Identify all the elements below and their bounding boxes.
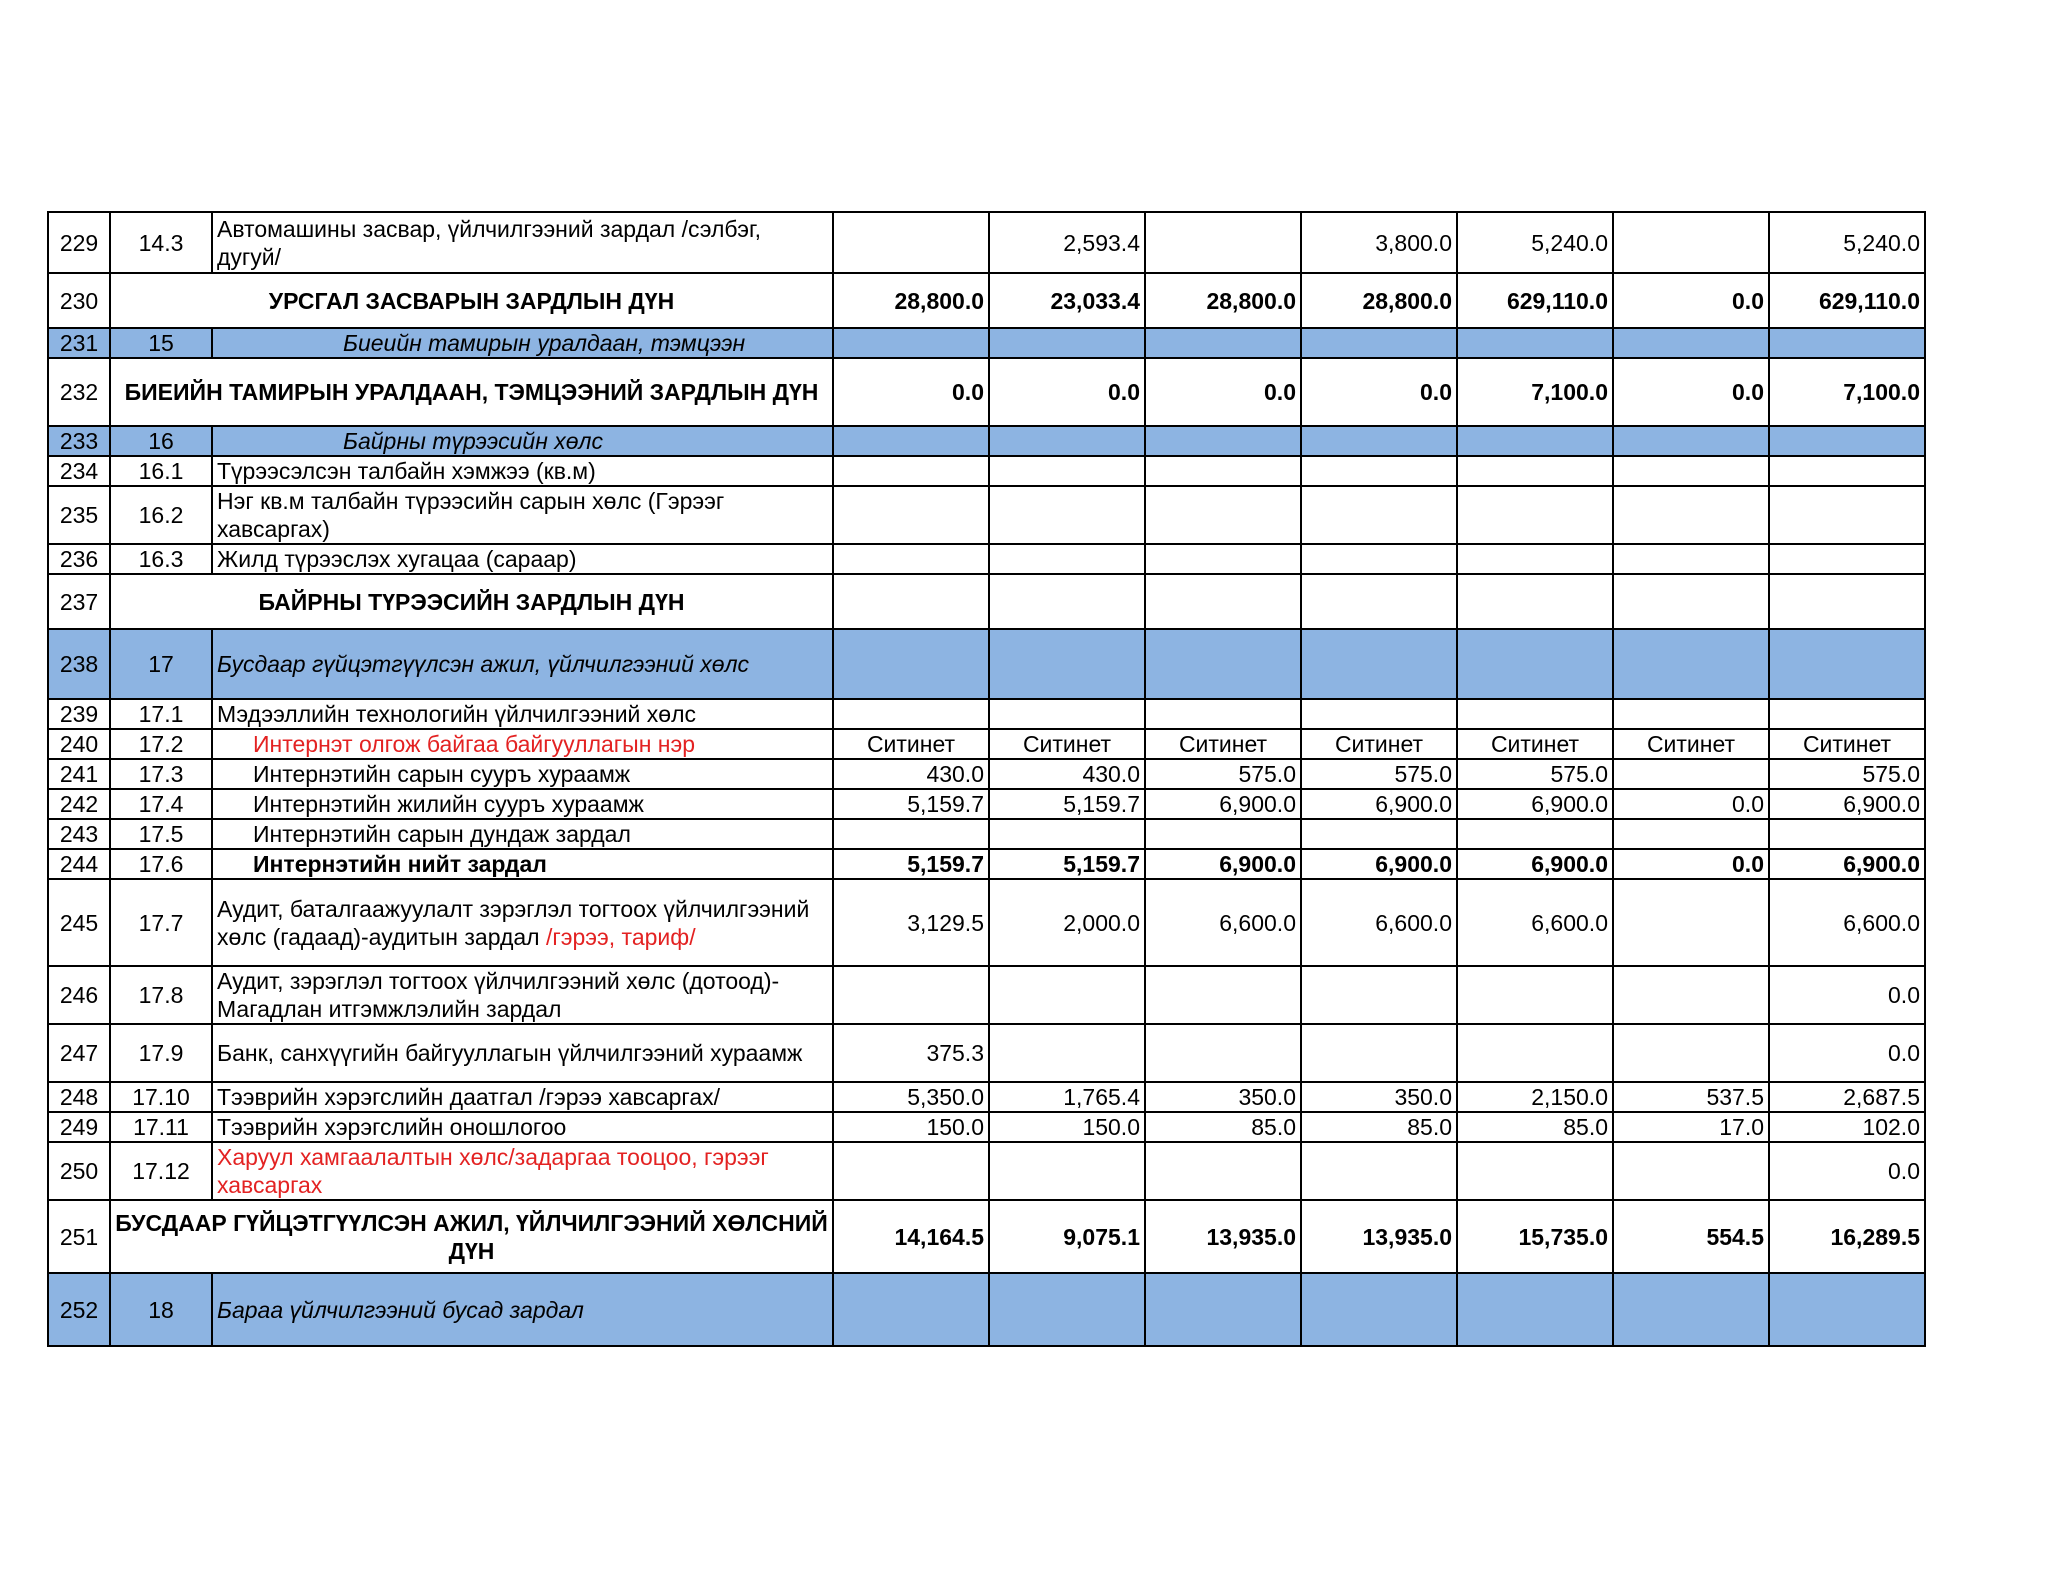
value-cell: 5,240.0 xyxy=(1769,212,1925,273)
value-cell: 3,800.0 xyxy=(1301,212,1457,273)
row-number: 233 xyxy=(48,426,110,456)
value-cell xyxy=(989,629,1145,699)
value-cell xyxy=(1613,966,1769,1024)
value-cell: 350.0 xyxy=(1301,1082,1457,1112)
value-cell: 575.0 xyxy=(1145,759,1301,789)
row-description: Интернэтийн сарын сууръ хураамж xyxy=(212,759,833,789)
table-row xyxy=(48,966,1925,1024)
table-row xyxy=(48,699,1925,729)
table-row xyxy=(48,544,1925,574)
table-row xyxy=(48,629,1925,699)
value-cell xyxy=(833,212,989,273)
row-number: 243 xyxy=(48,819,110,849)
value-cell: 17.0 xyxy=(1613,1112,1769,1142)
row-code: 17.3 xyxy=(110,759,212,789)
value-cell xyxy=(989,1273,1145,1346)
value-cell xyxy=(989,819,1145,849)
value-cell xyxy=(1457,1024,1613,1082)
row-number: 248 xyxy=(48,1082,110,1112)
row-number: 244 xyxy=(48,849,110,879)
value-cell xyxy=(1457,1142,1613,1200)
value-cell xyxy=(833,328,989,358)
value-cell: 6,900.0 xyxy=(1145,849,1301,879)
value-cell xyxy=(1769,544,1925,574)
value-cell xyxy=(833,426,989,456)
value-cell xyxy=(1301,574,1457,629)
value-cell xyxy=(1769,426,1925,456)
value-cell: 9,075.1 xyxy=(989,1200,1145,1273)
row-description: Биеийн тамирын уралдаан, тэмцээн xyxy=(212,328,833,358)
row-number: 242 xyxy=(48,789,110,819)
row-number: 239 xyxy=(48,699,110,729)
value-cell xyxy=(1457,574,1613,629)
value-cell: 85.0 xyxy=(1145,1112,1301,1142)
value-cell xyxy=(1301,699,1457,729)
row-number: 246 xyxy=(48,966,110,1024)
row-description: Интернэтийн сарын дундаж зардал xyxy=(212,819,833,849)
value-cell xyxy=(1613,486,1769,544)
value-cell xyxy=(1457,819,1613,849)
row-code: 16.2 xyxy=(110,486,212,544)
row-code: 17.11 xyxy=(110,1112,212,1142)
value-cell xyxy=(833,1142,989,1200)
row-number: 252 xyxy=(48,1273,110,1346)
row-number: 240 xyxy=(48,729,110,759)
value-cell xyxy=(1145,1024,1301,1082)
value-cell xyxy=(1145,328,1301,358)
value-cell xyxy=(1457,699,1613,729)
row-code: 17.2 xyxy=(110,729,212,759)
row-description: Автомашины засвар, үйлчилгээний зардал /сэлбэг, дугуй/ xyxy=(212,212,833,273)
value-cell xyxy=(1457,328,1613,358)
value-cell xyxy=(1145,699,1301,729)
value-cell: 430.0 xyxy=(833,759,989,789)
row-number: 250 xyxy=(48,1142,110,1200)
value-cell: 6,900.0 xyxy=(1301,789,1457,819)
value-cell xyxy=(1613,212,1769,273)
value-cell: 2,000.0 xyxy=(989,879,1145,966)
value-cell: 0.0 xyxy=(833,358,989,426)
value-cell xyxy=(1613,1273,1769,1346)
row-code: 17.1 xyxy=(110,699,212,729)
value-cell xyxy=(1613,819,1769,849)
row-number: 232 xyxy=(48,358,110,426)
value-cell: Ситинет xyxy=(1145,729,1301,759)
row-number: 245 xyxy=(48,879,110,966)
value-cell: 5,159.7 xyxy=(989,789,1145,819)
row-number: 249 xyxy=(48,1112,110,1142)
row-number: 247 xyxy=(48,1024,110,1082)
value-cell: 537.5 xyxy=(1613,1082,1769,1112)
row-description: Интернэтийн жилийн сууръ хураамж xyxy=(212,789,833,819)
value-cell: 1,765.4 xyxy=(989,1082,1145,1112)
value-cell: 0.0 xyxy=(1613,358,1769,426)
value-cell: 5,159.7 xyxy=(833,849,989,879)
value-cell: 6,600.0 xyxy=(1457,879,1613,966)
value-cell xyxy=(989,966,1145,1024)
row-description: БАЙРНЫ ТҮРЭЭСИЙН ЗАРДЛЫН ДҮН xyxy=(110,574,833,629)
value-cell xyxy=(833,699,989,729)
row-code: 18 xyxy=(110,1273,212,1346)
table-row xyxy=(48,819,1925,849)
value-cell xyxy=(1769,328,1925,358)
row-description: Түрээсэлсэн талбайн хэмжээ (кв.м) xyxy=(212,456,833,486)
row-code: 17.10 xyxy=(110,1082,212,1112)
value-cell: Ситинет xyxy=(1301,729,1457,759)
row-number: 251 xyxy=(48,1200,110,1273)
value-cell xyxy=(1457,629,1613,699)
value-cell: 28,800.0 xyxy=(1301,273,1457,328)
table-row xyxy=(48,1112,1925,1142)
value-cell xyxy=(989,328,1145,358)
row-code: 17.9 xyxy=(110,1024,212,1082)
row-description: Банк, санхүүгийн байгууллагын үйлчилгээний хураамж xyxy=(212,1024,833,1082)
table-row xyxy=(48,426,1925,456)
value-cell xyxy=(989,1024,1145,1082)
value-cell: 6,900.0 xyxy=(1145,789,1301,819)
table-row xyxy=(48,789,1925,819)
value-cell: 6,600.0 xyxy=(1301,879,1457,966)
value-cell xyxy=(1769,1273,1925,1346)
row-description: Мэдээллийн технологийн үйлчилгээний хөлс xyxy=(212,699,833,729)
value-cell xyxy=(1613,456,1769,486)
value-cell: Ситинет xyxy=(1457,729,1613,759)
row-code: 17.5 xyxy=(110,819,212,849)
value-cell: 6,900.0 xyxy=(1769,789,1925,819)
row-code: 16.1 xyxy=(110,456,212,486)
value-cell xyxy=(833,966,989,1024)
value-cell: 0.0 xyxy=(989,358,1145,426)
row-description-text: Аудит, баталгаажуулалт зэрэглэл тогтоох үйлчилгээний хөлс (гадаад)-аудитын зардал xyxy=(217,895,810,950)
row-number: 235 xyxy=(48,486,110,544)
row-code: 17.8 xyxy=(110,966,212,1024)
value-cell: 5,159.7 xyxy=(833,789,989,819)
value-cell: 0.0 xyxy=(1145,358,1301,426)
row-number: 236 xyxy=(48,544,110,574)
value-cell xyxy=(1145,819,1301,849)
row-description: Нэг кв.м талбайн түрээсийн сарын хөлс (Гэрээг хавсаргах) xyxy=(212,486,833,544)
value-cell: 430.0 xyxy=(989,759,1145,789)
row-number: 229 xyxy=(48,212,110,273)
row-description: БУСДААР ГҮЙЦЭТГҮҮЛСЭН АЖИЛ, ҮЙЛЧИЛГЭЭНИЙ ХӨЛСНИЙ ДҮН xyxy=(110,1200,833,1273)
value-cell: 7,100.0 xyxy=(1769,358,1925,426)
value-cell: 150.0 xyxy=(833,1112,989,1142)
value-cell xyxy=(1769,629,1925,699)
value-cell xyxy=(833,544,989,574)
value-cell xyxy=(1145,966,1301,1024)
value-cell: 575.0 xyxy=(1457,759,1613,789)
row-description: БИЕИЙН ТАМИРЫН УРАЛДААН, ТЭМЦЭЭНИЙ ЗАРДЛЫН ДҮН xyxy=(110,358,833,426)
table-row xyxy=(48,574,1925,629)
value-cell: 0.0 xyxy=(1613,849,1769,879)
row-code: 17.6 xyxy=(110,849,212,879)
value-cell xyxy=(1145,544,1301,574)
value-cell: 102.0 xyxy=(1769,1112,1925,1142)
row-number: 237 xyxy=(48,574,110,629)
row-description: УРСГАЛ ЗАСВАРЫН ЗАРДЛЫН ДҮН xyxy=(110,273,833,328)
value-cell: 350.0 xyxy=(1145,1082,1301,1112)
value-cell xyxy=(833,486,989,544)
value-cell: 375.3 xyxy=(833,1024,989,1082)
value-cell xyxy=(989,486,1145,544)
value-cell xyxy=(1145,1273,1301,1346)
value-cell xyxy=(989,456,1145,486)
value-cell xyxy=(1301,1273,1457,1346)
row-description: Интернэтийн нийт зардал xyxy=(212,849,833,879)
value-cell: 0.0 xyxy=(1613,789,1769,819)
value-cell xyxy=(1613,1024,1769,1082)
value-cell xyxy=(1457,544,1613,574)
value-cell xyxy=(1301,629,1457,699)
value-cell xyxy=(1301,1142,1457,1200)
row-number: 241 xyxy=(48,759,110,789)
row-code: 17.12 xyxy=(110,1142,212,1200)
row-description: Тээврийн хэрэгслийн даатгал /гэрээ хавсаргах/ xyxy=(212,1082,833,1112)
value-cell xyxy=(1769,699,1925,729)
value-cell: 0.0 xyxy=(1769,1142,1925,1200)
value-cell: 13,935.0 xyxy=(1301,1200,1457,1273)
value-cell: 575.0 xyxy=(1769,759,1925,789)
value-cell xyxy=(1301,1024,1457,1082)
row-description: Аудит, зэрэглэл тогтоох үйлчилгээний хөлс (дотоод)-Магадлан итгэмжлэлийн зардал xyxy=(212,966,833,1024)
value-cell xyxy=(833,574,989,629)
value-cell xyxy=(1613,544,1769,574)
table-row xyxy=(48,456,1925,486)
value-cell: 85.0 xyxy=(1301,1112,1457,1142)
table-row xyxy=(48,328,1925,358)
value-cell xyxy=(1301,966,1457,1024)
row-number: 238 xyxy=(48,629,110,699)
value-cell xyxy=(1145,629,1301,699)
value-cell: Ситинет xyxy=(1769,729,1925,759)
value-cell xyxy=(833,1273,989,1346)
value-cell xyxy=(1301,544,1457,574)
value-cell xyxy=(989,544,1145,574)
row-description: Бусдаар гүйцэтгүүлсэн ажил, үйлчилгээний хөлс xyxy=(212,629,833,699)
value-cell: 0.0 xyxy=(1301,358,1457,426)
value-cell xyxy=(989,699,1145,729)
value-cell xyxy=(1613,574,1769,629)
row-number: 230 xyxy=(48,273,110,328)
row-description: Тээврийн хэрэгслийн оношлогоо xyxy=(212,1112,833,1142)
row-code: 17.4 xyxy=(110,789,212,819)
value-cell xyxy=(833,456,989,486)
row-code: 15 xyxy=(110,328,212,358)
table-row xyxy=(48,1082,1925,1112)
value-cell: 15,735.0 xyxy=(1457,1200,1613,1273)
row-description: Бараа үйлчилгээний бусад зардал xyxy=(212,1273,833,1346)
value-cell xyxy=(1769,574,1925,629)
value-cell: 6,900.0 xyxy=(1769,849,1925,879)
value-cell xyxy=(1457,966,1613,1024)
value-cell: Ситинет xyxy=(833,729,989,759)
value-cell xyxy=(1145,456,1301,486)
value-cell: 28,800.0 xyxy=(833,273,989,328)
value-cell: 14,164.5 xyxy=(833,1200,989,1273)
row-code: 16.3 xyxy=(110,544,212,574)
value-cell: 0.0 xyxy=(1769,966,1925,1024)
value-cell: 629,110.0 xyxy=(1769,273,1925,328)
value-cell: 629,110.0 xyxy=(1457,273,1613,328)
table-row xyxy=(48,849,1925,879)
value-cell: 6,900.0 xyxy=(1457,789,1613,819)
row-code: 14.3 xyxy=(110,212,212,273)
value-cell: 5,159.7 xyxy=(989,849,1145,879)
value-cell xyxy=(1457,456,1613,486)
value-cell xyxy=(1301,456,1457,486)
table-row xyxy=(48,212,1925,273)
value-cell xyxy=(1613,759,1769,789)
value-cell: 7,100.0 xyxy=(1457,358,1613,426)
value-cell: 150.0 xyxy=(989,1112,1145,1142)
row-description-note: /гэрээ, тариф/ xyxy=(546,923,696,950)
value-cell xyxy=(833,629,989,699)
value-cell xyxy=(1613,1142,1769,1200)
table-row xyxy=(48,759,1925,789)
row-description: Интернэт олгож байгаа байгууллагын нэр xyxy=(212,729,833,759)
value-cell xyxy=(1613,426,1769,456)
value-cell xyxy=(1769,819,1925,849)
value-cell xyxy=(989,426,1145,456)
table-row xyxy=(48,1200,1925,1273)
value-cell xyxy=(1457,486,1613,544)
value-cell: 0.0 xyxy=(1613,273,1769,328)
value-cell xyxy=(1613,629,1769,699)
value-cell xyxy=(1769,486,1925,544)
row-description xyxy=(212,879,833,966)
value-cell xyxy=(989,1142,1145,1200)
table-row xyxy=(48,1142,1925,1200)
value-cell: 3,129.5 xyxy=(833,879,989,966)
value-cell xyxy=(1145,1142,1301,1200)
value-cell: 6,600.0 xyxy=(1769,879,1925,966)
value-cell xyxy=(1145,574,1301,629)
value-cell xyxy=(1613,699,1769,729)
value-cell xyxy=(1613,328,1769,358)
value-cell xyxy=(1301,426,1457,456)
row-description: Жилд түрээслэх хугацаа (сараар) xyxy=(212,544,833,574)
value-cell: 2,150.0 xyxy=(1457,1082,1613,1112)
value-cell xyxy=(1613,879,1769,966)
row-number: 234 xyxy=(48,456,110,486)
value-cell: 16,289.5 xyxy=(1769,1200,1925,1273)
value-cell: 23,033.4 xyxy=(989,273,1145,328)
budget-table xyxy=(47,211,1926,1347)
row-code: 17.7 xyxy=(110,879,212,966)
row-description: Харуул хамгаалалтын хөлс/задаргаа тооцоо, гэрээг хавсаргах xyxy=(212,1142,833,1200)
value-cell: 575.0 xyxy=(1301,759,1457,789)
row-number: 231 xyxy=(48,328,110,358)
value-cell xyxy=(1145,426,1301,456)
table-row xyxy=(48,273,1925,328)
row-code: 16 xyxy=(110,426,212,456)
value-cell xyxy=(833,819,989,849)
value-cell: 2,593.4 xyxy=(989,212,1145,273)
value-cell xyxy=(1145,486,1301,544)
value-cell xyxy=(1301,486,1457,544)
table-row xyxy=(48,358,1925,426)
value-cell: 13,935.0 xyxy=(1145,1200,1301,1273)
value-cell xyxy=(1301,819,1457,849)
value-cell xyxy=(1145,212,1301,273)
value-cell: 5,240.0 xyxy=(1457,212,1613,273)
value-cell: Ситинет xyxy=(989,729,1145,759)
value-cell: 85.0 xyxy=(1457,1112,1613,1142)
row-description: Байрны түрээсийн хөлс xyxy=(212,426,833,456)
value-cell: 28,800.0 xyxy=(1145,273,1301,328)
table-row xyxy=(48,1273,1925,1346)
value-cell: 554.5 xyxy=(1613,1200,1769,1273)
value-cell: 0.0 xyxy=(1769,1024,1925,1082)
row-code: 17 xyxy=(110,629,212,699)
value-cell: 6,600.0 xyxy=(1145,879,1301,966)
table-row xyxy=(48,729,1925,759)
value-cell xyxy=(1457,426,1613,456)
table-row xyxy=(48,879,1925,966)
table-row xyxy=(48,486,1925,544)
value-cell xyxy=(989,574,1145,629)
value-cell: Ситинет xyxy=(1613,729,1769,759)
value-cell xyxy=(1457,1273,1613,1346)
value-cell xyxy=(1301,328,1457,358)
value-cell: 2,687.5 xyxy=(1769,1082,1925,1112)
value-cell: 6,900.0 xyxy=(1301,849,1457,879)
table-row xyxy=(48,1024,1925,1082)
value-cell: 6,900.0 xyxy=(1457,849,1613,879)
value-cell xyxy=(1769,456,1925,486)
value-cell: 5,350.0 xyxy=(833,1082,989,1112)
